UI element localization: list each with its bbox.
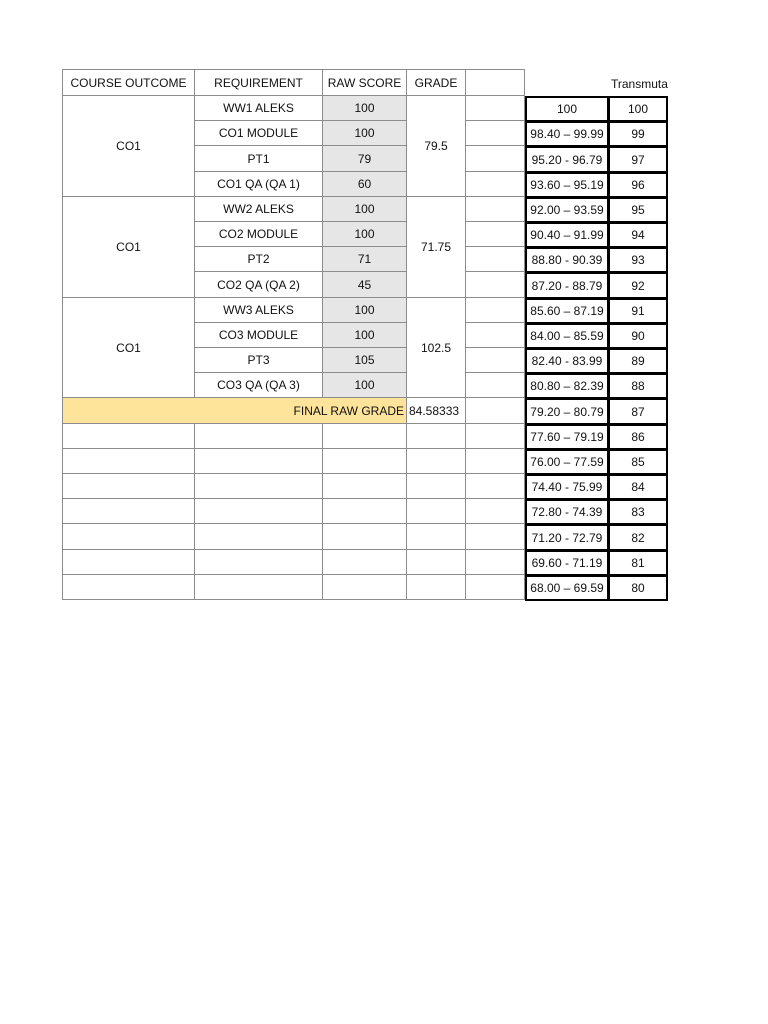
- header-course-outcome: COURSE OUTCOME: [63, 70, 195, 96]
- empty-cell[interactable]: [63, 524, 195, 550]
- transmutation-grade-cell[interactable]: 82: [608, 524, 668, 551]
- transmutation-grade-cell[interactable]: 100: [608, 96, 668, 122]
- empty-cell[interactable]: [195, 575, 323, 600]
- empty-cell[interactable]: [466, 424, 525, 449]
- requirement-cell[interactable]: CO2 QA (QA 2): [195, 272, 323, 298]
- empty-cell[interactable]: [323, 550, 407, 575]
- raw-score-cell[interactable]: 79: [323, 146, 407, 172]
- raw-score-cell[interactable]: 45: [323, 272, 407, 298]
- transmutation-range-cell[interactable]: 90.40 – 91.99: [525, 222, 609, 248]
- raw-score-cell[interactable]: 100: [323, 323, 407, 348]
- extra-cell[interactable]: [466, 298, 525, 323]
- raw-score-cell[interactable]: 100: [323, 222, 407, 247]
- empty-cell[interactable]: [466, 524, 525, 550]
- transmutation-range-cell[interactable]: 93.60 – 95.19: [525, 172, 609, 198]
- transmutation-grade-cell[interactable]: 97: [608, 146, 668, 173]
- transmutation-grade-cell[interactable]: 85: [608, 449, 668, 475]
- extra-cell[interactable]: [466, 323, 525, 348]
- extra-cell[interactable]: [466, 222, 525, 247]
- requirement-cell[interactable]: WW3 ALEKS: [195, 298, 323, 323]
- extra-cell[interactable]: [466, 373, 525, 398]
- extra-cell[interactable]: [466, 146, 525, 172]
- empty-cell[interactable]: [407, 524, 466, 550]
- empty-cell[interactable]: [195, 524, 323, 550]
- transmutation-grade-cell[interactable]: 90: [608, 323, 668, 349]
- empty-cell[interactable]: [63, 575, 195, 600]
- extra-cell[interactable]: [466, 172, 525, 197]
- transmutation-range-cell[interactable]: 74.40 - 75.99: [525, 474, 609, 500]
- empty-cell[interactable]: [323, 424, 407, 449]
- transmutation-range-cell[interactable]: 68.00 – 69.59: [525, 575, 609, 601]
- empty-cell[interactable]: [63, 550, 195, 575]
- requirement-cell[interactable]: CO3 MODULE: [195, 323, 323, 348]
- requirement-cell[interactable]: CO3 QA (QA 3): [195, 373, 323, 398]
- transmutation-grade-cell[interactable]: 89: [608, 348, 668, 374]
- empty-cell[interactable]: [466, 499, 525, 524]
- requirement-cell[interactable]: PT2: [195, 247, 323, 272]
- empty-cell[interactable]: [195, 474, 323, 499]
- transmutation-range-cell[interactable]: 84.00 – 85.59: [525, 323, 609, 349]
- transmutation-range-cell[interactable]: 79.20 – 80.79: [525, 398, 609, 425]
- raw-score-cell[interactable]: 100: [323, 298, 407, 323]
- empty-cell[interactable]: [407, 449, 466, 474]
- transmutation-range-cell[interactable]: 95.20 - 96.79: [525, 146, 609, 173]
- transmutation-range-cell[interactable]: 76.00 – 77.59: [525, 449, 609, 475]
- empty-cell[interactable]: [63, 449, 195, 474]
- grade-cell[interactable]: 71.75: [407, 197, 466, 298]
- transmutation-range-cell[interactable]: 77.60 – 79.19: [525, 424, 609, 450]
- transmutation-range-cell[interactable]: 69.60 - 71.19: [525, 550, 609, 576]
- empty-cell[interactable]: [466, 449, 525, 474]
- transmutation-range-cell[interactable]: 72.80 - 74.39: [525, 499, 609, 525]
- raw-score-cell[interactable]: 100: [323, 96, 407, 121]
- empty-cell[interactable]: [323, 575, 407, 600]
- empty-cell[interactable]: [323, 524, 407, 550]
- transmutation-grade-cell[interactable]: 81: [608, 550, 668, 576]
- empty-cell[interactable]: [466, 474, 525, 499]
- extra-cell[interactable]: [466, 272, 525, 298]
- requirement-cell[interactable]: WW2 ALEKS: [195, 197, 323, 222]
- extra-cell[interactable]: [466, 398, 525, 424]
- transmutation-range-cell[interactable]: 80.80 – 82.39: [525, 373, 609, 399]
- course-outcome-cell[interactable]: CO1: [63, 96, 195, 197]
- raw-score-cell[interactable]: 100: [323, 373, 407, 398]
- empty-cell[interactable]: [195, 550, 323, 575]
- header-raw-score: RAW SCORE: [323, 70, 407, 96]
- empty-cell[interactable]: [323, 449, 407, 474]
- transmutation-grade-cell[interactable]: 84: [608, 474, 668, 500]
- transmutation-grade-cell[interactable]: 80: [608, 575, 668, 601]
- transmutation-range-cell[interactable]: 98.40 – 99.99: [525, 121, 609, 147]
- grade-cell[interactable]: 102.5: [407, 298, 466, 398]
- transmutation-range-cell[interactable]: 92.00 – 93.59: [525, 197, 609, 223]
- course-outcome-cell[interactable]: CO1: [63, 298, 195, 398]
- extra-cell[interactable]: [466, 348, 525, 373]
- empty-cell[interactable]: [407, 550, 466, 575]
- empty-cell[interactable]: [63, 474, 195, 499]
- requirement-cell[interactable]: CO1 QA (QA 1): [195, 172, 323, 197]
- transmutation-range-cell[interactable]: 88.80 - 90.39: [525, 247, 609, 273]
- requirement-cell[interactable]: CO1 MODULE: [195, 121, 323, 146]
- empty-cell[interactable]: [407, 499, 466, 524]
- empty-cell[interactable]: [407, 424, 466, 449]
- final-raw-grade-label: FINAL RAW GRADE: [63, 398, 407, 424]
- extra-cell[interactable]: [466, 121, 525, 146]
- raw-score-cell[interactable]: 71: [323, 247, 407, 272]
- extra-cell[interactable]: [466, 197, 525, 222]
- extra-cell[interactable]: [466, 247, 525, 272]
- empty-cell[interactable]: [195, 449, 323, 474]
- requirement-cell[interactable]: WW1 ALEKS: [195, 96, 323, 121]
- header-empty[interactable]: [466, 70, 525, 96]
- empty-cell[interactable]: [63, 424, 195, 449]
- empty-cell[interactable]: [323, 474, 407, 499]
- raw-score-cell[interactable]: 100: [323, 121, 407, 146]
- empty-cell[interactable]: [466, 550, 525, 575]
- transmutation-range-cell[interactable]: 100: [525, 96, 609, 122]
- transmutation-range-cell[interactable]: 71.20 - 72.79: [525, 524, 609, 551]
- final-raw-grade-value[interactable]: 84.58333: [407, 398, 466, 424]
- requirement-cell[interactable]: PT3: [195, 348, 323, 373]
- header-requirement: REQUIREMENT: [195, 70, 323, 96]
- transmutation-grade-cell[interactable]: 88: [608, 373, 668, 399]
- raw-score-cell[interactable]: 105: [323, 348, 407, 373]
- empty-cell[interactable]: [407, 575, 466, 600]
- raw-score-cell[interactable]: 100: [323, 197, 407, 222]
- raw-score-cell[interactable]: 60: [323, 172, 407, 197]
- empty-cell[interactable]: [466, 575, 525, 600]
- empty-cell[interactable]: [195, 499, 323, 524]
- extra-cell[interactable]: [466, 96, 525, 121]
- transmutation-grade-cell[interactable]: 86: [608, 424, 668, 450]
- empty-cell[interactable]: [63, 499, 195, 524]
- course-outcome-cell[interactable]: CO1: [63, 197, 195, 298]
- transmutation-grade-cell[interactable]: 87: [608, 398, 668, 425]
- empty-cell[interactable]: [323, 499, 407, 524]
- empty-cell[interactable]: [195, 424, 323, 449]
- transmutation-grade-cell[interactable]: 83: [608, 499, 668, 525]
- transmutation-grade-cell[interactable]: 96: [608, 172, 668, 198]
- transmutation-grade-cell[interactable]: 99: [608, 121, 668, 147]
- empty-cell[interactable]: [407, 474, 466, 499]
- grade-cell[interactable]: 79.5: [407, 96, 466, 197]
- transmutation-grade-cell[interactable]: 95: [608, 197, 668, 223]
- header-grade: GRADE: [407, 70, 466, 96]
- transmutation-grade-cell[interactable]: 92: [608, 272, 668, 299]
- requirement-cell[interactable]: PT1: [195, 146, 323, 172]
- transmutation-title: Transmuta: [611, 77, 668, 91]
- transmutation-range-cell[interactable]: 85.60 – 87.19: [525, 298, 609, 324]
- transmutation-grade-cell[interactable]: 93: [608, 247, 668, 273]
- transmutation-grade-cell[interactable]: 91: [608, 298, 668, 324]
- transmutation-grade-cell[interactable]: 94: [608, 222, 668, 248]
- transmutation-range-cell[interactable]: 87.20 - 88.79: [525, 272, 609, 299]
- requirement-cell[interactable]: CO2 MODULE: [195, 222, 323, 247]
- transmutation-range-cell[interactable]: 82.40 - 83.99: [525, 348, 609, 374]
